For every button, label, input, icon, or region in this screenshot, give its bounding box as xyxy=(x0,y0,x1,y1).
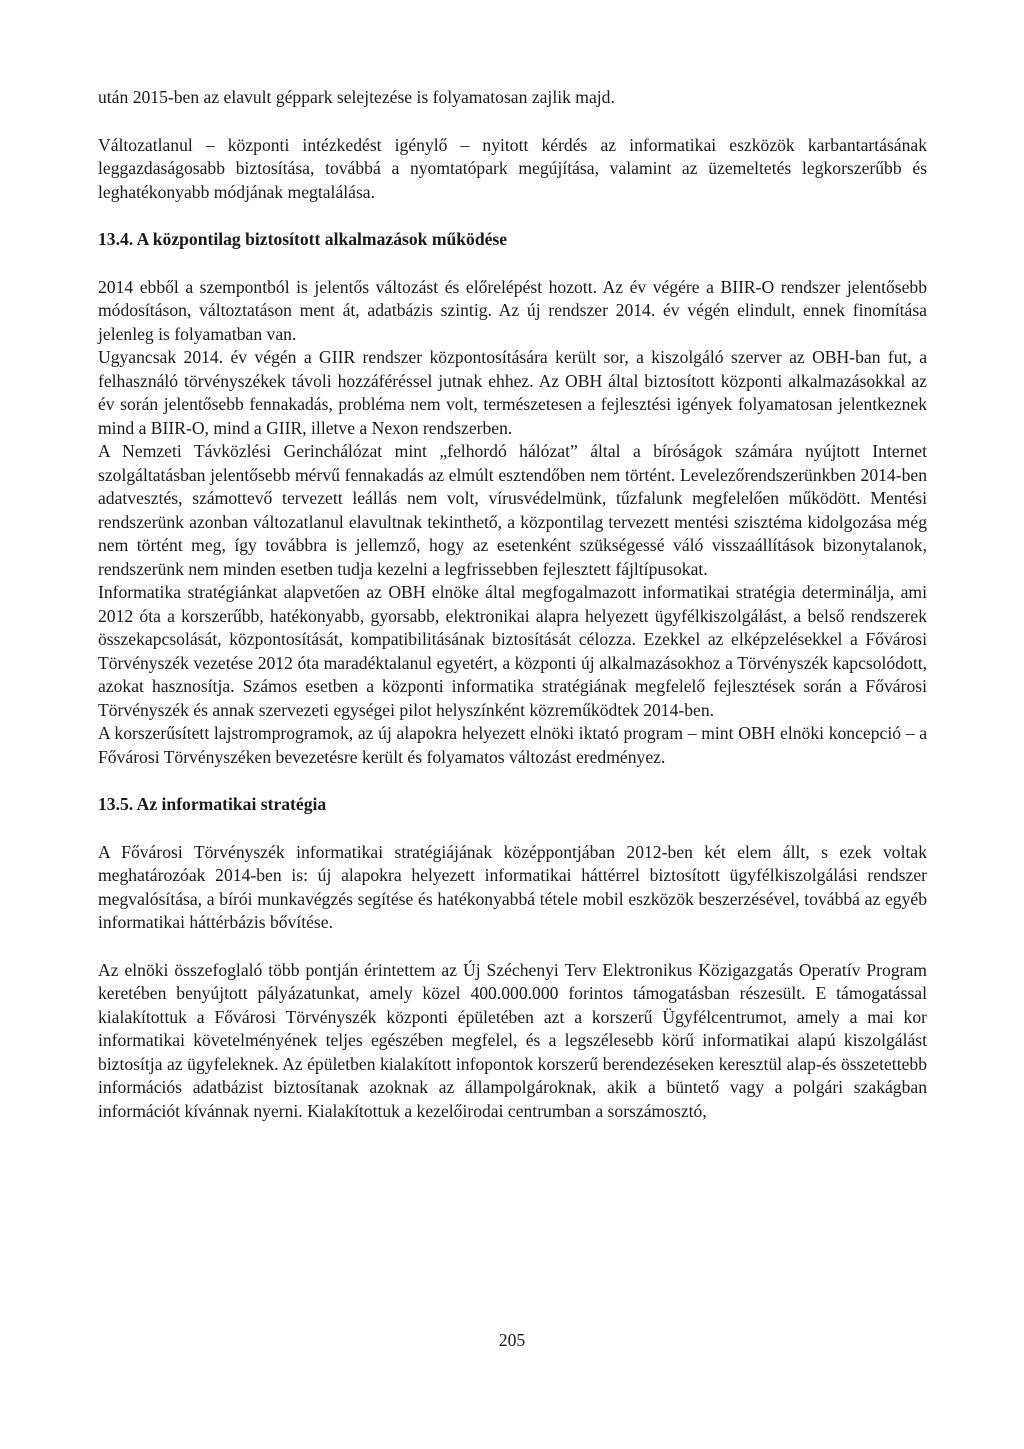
paragraph-spacer xyxy=(98,935,927,959)
paragraph: A Fővárosi Törvényszék informatikai stratégiájának középpontjában 2012-ben két elem állt, s ezek voltak meghatározóak 2014-ben is: új alapokra helyezett informatikai háttérrel biztosított ügyfélkiszolgálási rendszer megvalósítása, a bírói munkavégzés segítése és hatékonyabbá tétele mobil eszközök beszerzésével, továbbá az egyéb informatikai háttérbázis bővítése. xyxy=(98,841,927,932)
section-heading-13-4: 13.4. A központilag biztosított alkalmazások működése xyxy=(98,229,508,249)
paragraph: Az elnöki összefoglaló több pontján érintettem az Új Széchenyi Terv Elektronikus Közigazgatás Operatív Program keretében benyújtott pályázatunkat, amely közel 400.000.000 forintos támogatásban részesült. E támogatással kialakítottuk a Fővárosi Törvényszék központi épületében azt a korszerű Ügyfélcentrumot, amely a mai kor informatikai követelményének teljes egészében megfelel, és a legszélesebb körű informatikai alapú kiszolgálást biztosítja az ügyfeleknek. Az épületben kialakított infopontok korszerű berendezéseken keresztül alap-és összetettebb információs adatbázist biztosítanak azoknak az állampolgároknak, akik a büntető vagy a polgári szakágban információt kívánnak nyerni. Kialakítottuk a kezelőirodai centrumban a sorszámosztó, xyxy=(98,959,927,1121)
paragraph-spacer xyxy=(98,252,927,276)
paragraph-spacer xyxy=(98,817,927,841)
paragraph-spacer xyxy=(98,204,927,228)
paragraph: Változatlanul – központi intézkedést igénylő – nyitott kérdés az informatikai eszközök karbantartásának leggazdaságosabb biztosítása, továbbá a nyomtatópark megújítása, valamint az üzemeltetés legkorszerűbb és leghatékonyabb módjának megtalálása. xyxy=(98,134,927,202)
paragraph-spacer xyxy=(98,769,927,793)
paragraph-spacer xyxy=(98,110,927,134)
paragraph: után 2015-ben az elavult géppark selejtezése is folyamatosan zajlik majd. xyxy=(98,87,615,107)
document-page xyxy=(98,86,927,1123)
paragraph: A Nemzeti Távközlési Gerinchálózat mint „felhordó hálózat” által a bíróságok számára nyújtott Internet szolgáltatásban jelentősebb mérvű fennakadás az elmúlt esztendőben nem történt. Levelezőrendszerünkben 2014-ben adatvesztés, számottevő tervezett leállás nem volt, vírusvédelmünk, tűzfalunk megfelelően működött. Mentési rendszerünk azonban változatlanul elavultnak tekinthető, a központilag tervezett mentési szisztéma kidolgozása még nem történt meg, így továbbra is jellemző, hogy az esetenként szükségessé váló visszaállítások bizonytalanok, rendszerünk nem minden esetben tudja kezelni a legfrissebben fejlesztett fájltípusokat. xyxy=(98,441,927,579)
paragraph: Informatika stratégiánkat alapvetően az OBH elnöke által megfogalmazott informatikai stratégia determinálja, ami 2012 óta a korszerűbb, hatékonyabb, gyorsabb, elektronikai alapra helyezett ügyfélkiszolgálást, a belső rendszerek összekapcsolását, központosítását, kompatibilitásának biztosítását célozza. Ezekkel az elképzelésekkel a Fővárosi Törvényszék vezetése 2012 óta maradéktalanul egyetért, a központi új alkalmazásokhoz a Törvényszék kapcsolódott, azokat hasznosítja. Számos esetben a központi informatika stratégiának megfelelő fejlesztések során a Fővárosi Törvényszék és annak szervezeti egységei pilot helyszínként közreműködtek 2014-ben. xyxy=(98,582,927,720)
paragraph: 2014 ebből a szempontból is jelentős változást és előrelépést hozott. Az év végére a BIIR-O rendszer jelentősebb módosításon, változtatáson ment át, adatbázis szintig. Az új rendszer 2014. év végén elindult, ennek finomítása jelenleg is folyamatban van. xyxy=(98,276,927,344)
paragraph: A korszerűsített lajstromprogramok, az új alapokra helyezett elnöki iktató program – mint OBH elnöki koncepció – a Fővárosi Törvényszéken bevezetésre került és folyamatos változást eredményez. xyxy=(98,723,927,767)
paragraph: Ugyancsak 2014. év végén a GIIR rendszer központosítására került sor, a kiszolgáló szerver az OBH-ban fut, a felhasználó törvényszékek távoli hozzáféréssel jutnak ehhez. Az OBH által biztosított központi alkalmazásokkal az év során jelentősebb fennakadás, probléma nem volt, természetesen a fejlesztési igények folyamatosan jelentkeznek mind a BIIR-O, mind a GIIR, illetve a Nexon rendszerben. xyxy=(98,347,927,438)
section-heading-13-5: 13.5. Az informatikai stratégia xyxy=(98,794,327,814)
page-number: 205 xyxy=(498,1330,526,1350)
